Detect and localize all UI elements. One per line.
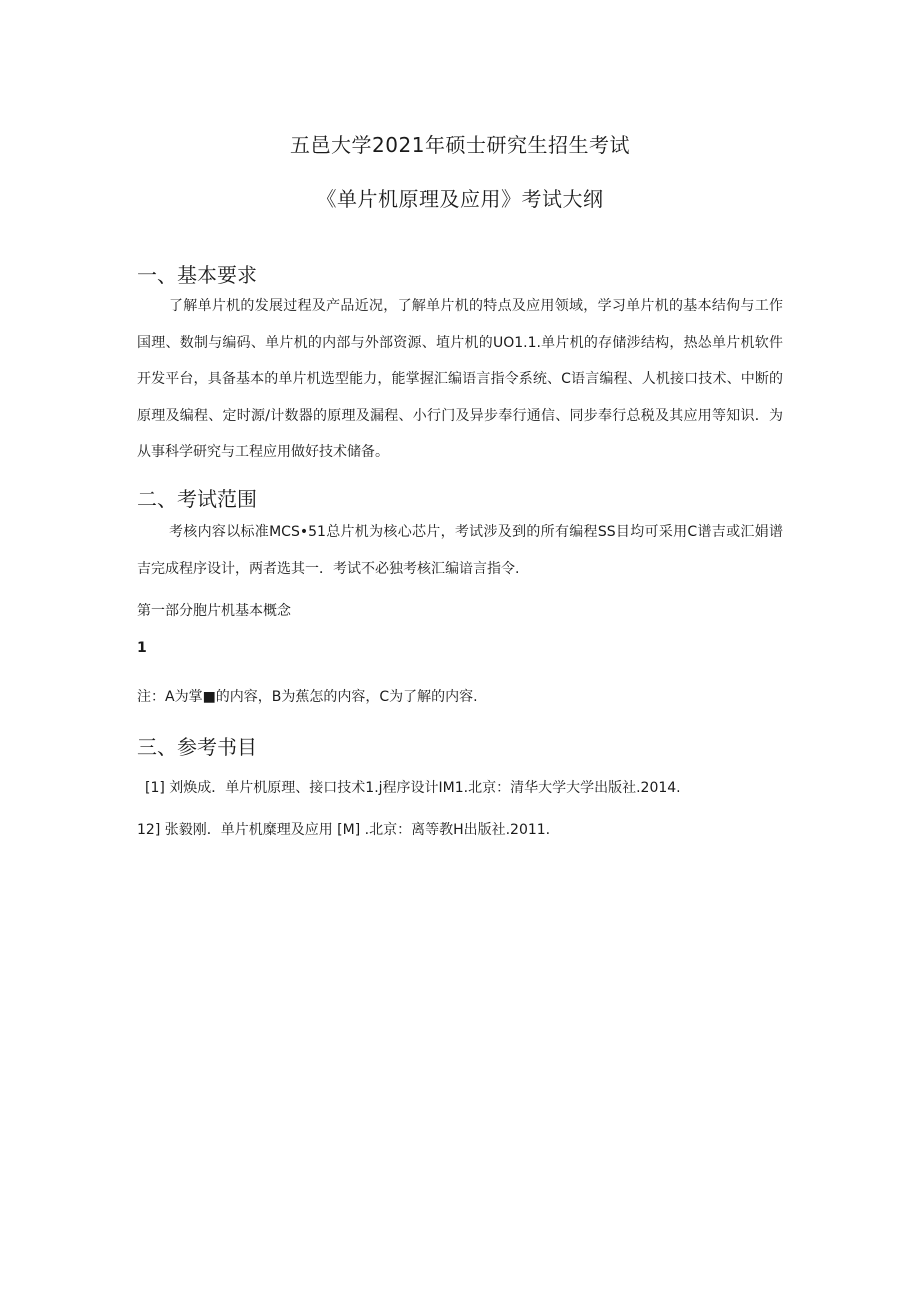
document-subtitle: 《单片机原理及应用》考试大纲 xyxy=(316,187,604,211)
note-text: 注：A为掌■的内容，B为蕉怎的内容，C为了解的内容. xyxy=(137,689,478,705)
document-title: 五邑大学2021年硕士研究生招生考试 xyxy=(290,133,630,157)
section-body-exam-scope: 考核内容以标准MCS•51总片机为核心芯片，考试涉及到的所有编程SS目均可采用C谱吉或汇娟谱吉完成程序设计，两者选其一．考试不必独考核汇编谙言指令. xyxy=(137,524,783,577)
part-subheading: 第一部分胞片机基本概念 xyxy=(137,603,291,619)
section-heading-basic-requirements: 一、基本要求 xyxy=(137,263,257,287)
section-heading-references: 三、参考书目 xyxy=(137,735,257,759)
reference-item: [1] 刘焕成．单片机原理、接口技术1.j程序设计IM1.北京：清华大学大学出版社.2014. xyxy=(145,780,681,796)
section-heading-exam-scope: 二、考试范围 xyxy=(137,487,257,511)
item-number: 1 xyxy=(137,640,147,656)
section-body-basic-requirements: 了解单片机的发展过程及产品近况，了解单片机的特点及应用领域，学习单片机的基本结佝与工作国理、数制与编码、单片机的内部与外部资源、埴片机的UO1.1.单片机的存储涉结构，热怂单片机软件开发平台，具备基本的单片机选型能力，能掌握汇编语言指令系统、C语言编程、人机接口技术、中断的原理及编程、定时源/计数器的原理及漏程、小行门及异步奉行通信、同步奉行总税及其应用等知识．为从事科学研究与工程应用做好技术储备。 xyxy=(137,298,783,460)
reference-item: 12] 张毅刚．单片机糜理及应用 [M] .北京：离等教H出版社.2011. xyxy=(137,822,551,838)
